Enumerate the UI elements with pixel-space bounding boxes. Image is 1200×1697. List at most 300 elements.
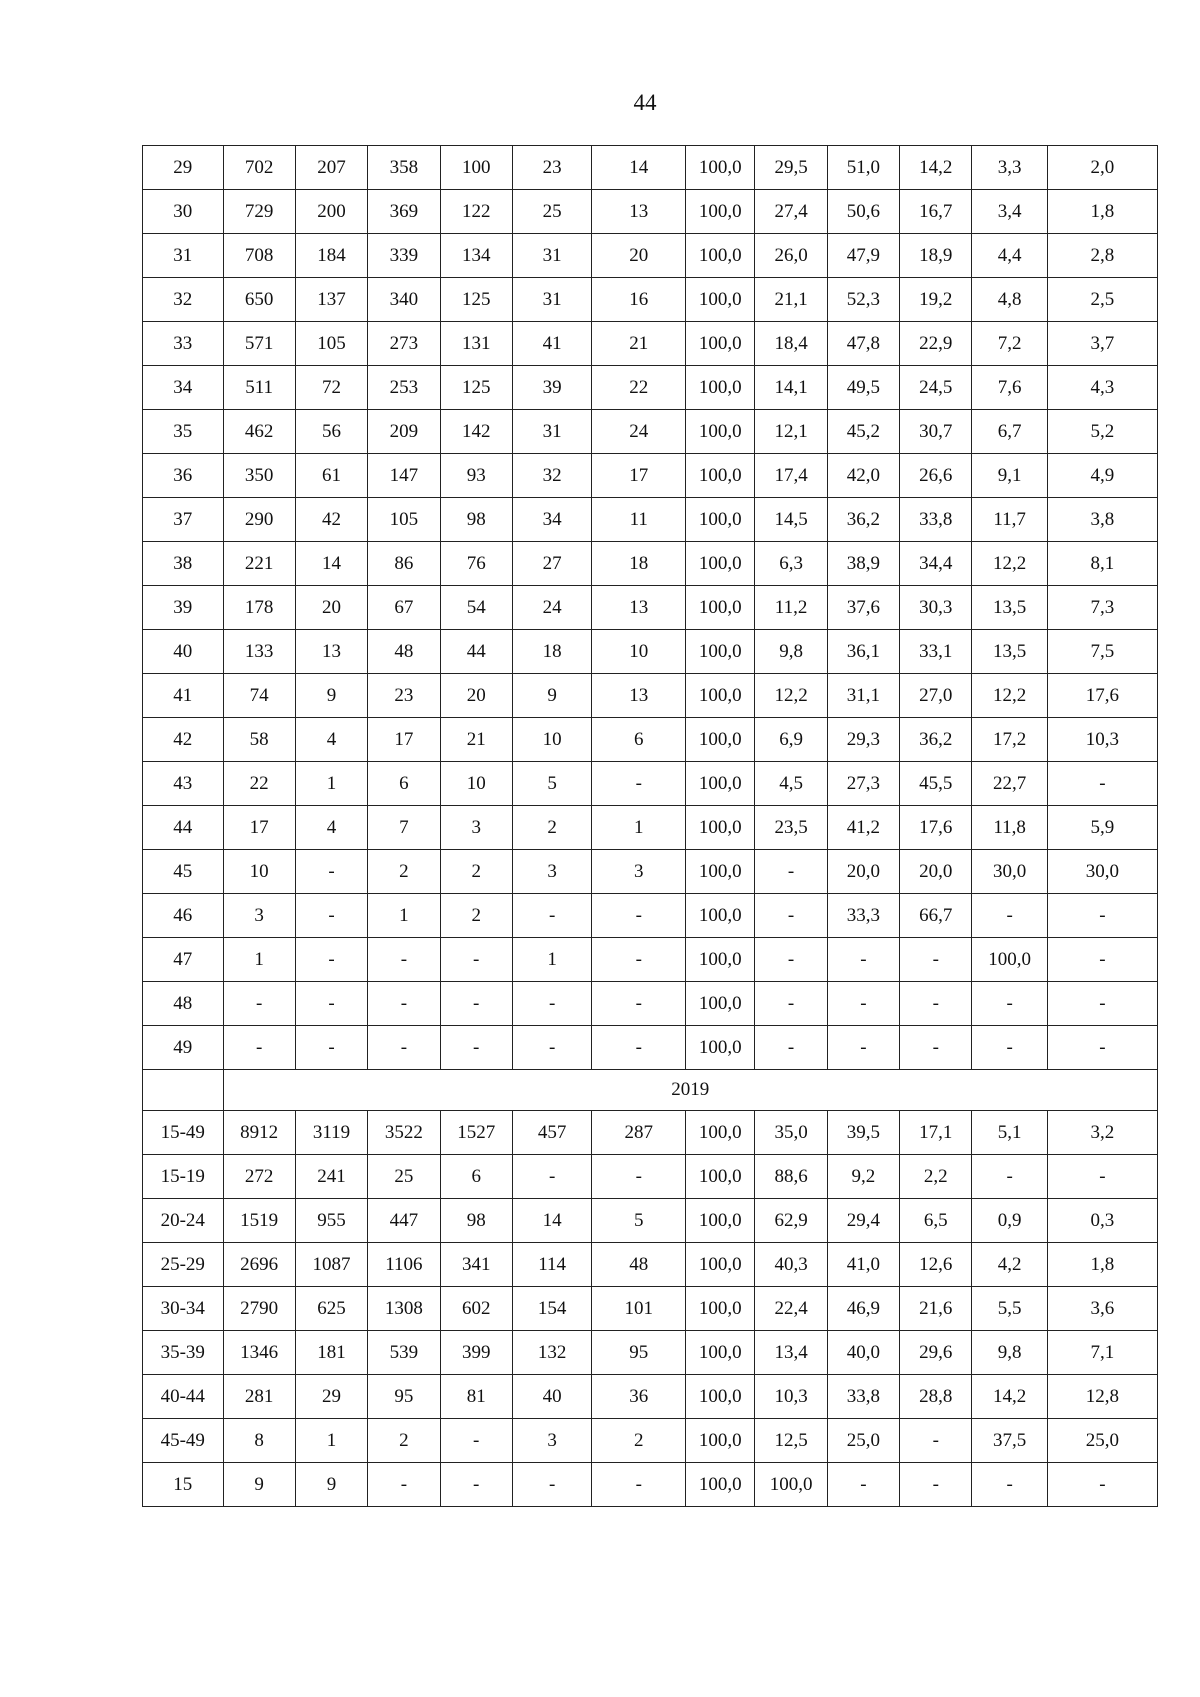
table-cell: 9: [512, 674, 591, 718]
table-cell: 14: [512, 1199, 591, 1243]
table-cell: 17: [592, 454, 686, 498]
table-cell: 3,6: [1047, 1287, 1157, 1331]
table-cell: -: [827, 1026, 899, 1070]
row-label-cell: 36: [143, 454, 224, 498]
table-cell: 86: [368, 542, 440, 586]
table-cell: 2: [440, 850, 512, 894]
table-cell: 9,8: [972, 1331, 1047, 1375]
table-cell: 12,5: [755, 1419, 827, 1463]
table-cell: 100,0: [686, 322, 755, 366]
table-cell: -: [755, 1026, 827, 1070]
table-cell: 4: [295, 718, 367, 762]
table-cell: 2696: [223, 1243, 295, 1287]
table-cell: 47,8: [827, 322, 899, 366]
table-cell: -: [512, 982, 591, 1026]
table-cell: 100,0: [686, 1419, 755, 1463]
table-cell: 36: [592, 1375, 686, 1419]
table-cell: 955: [295, 1199, 367, 1243]
table-row: [143, 1287, 1158, 1331]
table-cell: -: [592, 1026, 686, 1070]
table-cell: 51,0: [827, 146, 899, 190]
table-cell: 100,0: [686, 410, 755, 454]
table-cell: 36,1: [827, 630, 899, 674]
table-cell: 1519: [223, 1199, 295, 1243]
table-cell: 41: [512, 322, 591, 366]
table-cell: -: [1047, 894, 1157, 938]
table-cell: 17,2: [972, 718, 1047, 762]
table-cell: 100,0: [686, 806, 755, 850]
table-cell: 21: [592, 322, 686, 366]
table-cell: 30,3: [900, 586, 972, 630]
table-row: [143, 1026, 1158, 1070]
table-cell: -: [512, 894, 591, 938]
table-cell: 31: [512, 234, 591, 278]
table-cell: 30,0: [972, 850, 1047, 894]
table-cell: -: [368, 982, 440, 1026]
table-cell: 66,7: [900, 894, 972, 938]
table-cell: 13,5: [972, 630, 1047, 674]
table-cell: 2,8: [1047, 234, 1157, 278]
table-cell: 100,0: [686, 1199, 755, 1243]
table-cell: 3,2: [1047, 1111, 1157, 1155]
table-cell: 4,2: [972, 1243, 1047, 1287]
table-cell: 16: [592, 278, 686, 322]
table-cell: 8912: [223, 1111, 295, 1155]
table-cell: 7,5: [1047, 630, 1157, 674]
table-cell: 31: [512, 278, 591, 322]
table-cell: -: [440, 1419, 512, 1463]
table-cell: 72: [295, 366, 367, 410]
table-cell: 13: [592, 190, 686, 234]
table-cell: 25,0: [827, 1419, 899, 1463]
table-cell: -: [1047, 938, 1157, 982]
table-cell: 26,0: [755, 234, 827, 278]
table-cell: 100,0: [686, 1026, 755, 1070]
table-cell: 12,1: [755, 410, 827, 454]
table-cell: 100,0: [686, 190, 755, 234]
table-cell: -: [972, 1026, 1047, 1070]
table-cell: 30,7: [900, 410, 972, 454]
table-cell: 62,9: [755, 1199, 827, 1243]
table-cell: 12,2: [972, 542, 1047, 586]
table-cell: -: [592, 982, 686, 1026]
row-label-cell: 34: [143, 366, 224, 410]
table-cell: 3522: [368, 1111, 440, 1155]
row-label-cell: 30-34: [143, 1287, 224, 1331]
table-cell: 339: [368, 234, 440, 278]
table-cell: 134: [440, 234, 512, 278]
page-number: 44: [633, 90, 657, 115]
table-cell: 48: [368, 630, 440, 674]
table-row: [143, 366, 1158, 410]
table-cell: -: [592, 938, 686, 982]
table-cell: 40: [512, 1375, 591, 1419]
table-cell: 100,0: [686, 278, 755, 322]
table-cell: 12,6: [900, 1243, 972, 1287]
table-cell: 44: [440, 630, 512, 674]
table-cell: 3,7: [1047, 322, 1157, 366]
table-row: [143, 894, 1158, 938]
row-label-cell: 32: [143, 278, 224, 322]
table-cell: 100,0: [686, 1243, 755, 1287]
table-cell: -: [223, 1026, 295, 1070]
table-cell: 281: [223, 1375, 295, 1419]
table-cell: 207: [295, 146, 367, 190]
table-cell: 27,4: [755, 190, 827, 234]
table-row: [143, 586, 1158, 630]
table-cell: 708: [223, 234, 295, 278]
table-cell: 13,4: [755, 1331, 827, 1375]
table-cell: 9: [223, 1463, 295, 1507]
table-cell: 4,3: [1047, 366, 1157, 410]
table-cell: 1: [368, 894, 440, 938]
table-cell: 101: [592, 1287, 686, 1331]
table-cell: 33,3: [827, 894, 899, 938]
table-row: [143, 982, 1158, 1026]
table-cell: 1346: [223, 1331, 295, 1375]
table-cell: 36,2: [900, 718, 972, 762]
table-cell: 341: [440, 1243, 512, 1287]
table-cell: 29,3: [827, 718, 899, 762]
table-cell: 42: [295, 498, 367, 542]
table-cell: 12,2: [755, 674, 827, 718]
table-cell: 29,5: [755, 146, 827, 190]
table-cell: 24: [512, 586, 591, 630]
table-cell: 287: [592, 1111, 686, 1155]
table-cell: 18: [592, 542, 686, 586]
table-cell: 100,0: [686, 586, 755, 630]
row-label-cell: 41: [143, 674, 224, 718]
table-cell: -: [972, 1463, 1047, 1507]
table-cell: 2: [368, 1419, 440, 1463]
table-cell: 88,6: [755, 1155, 827, 1199]
table-cell: 100,0: [686, 454, 755, 498]
table-cell: 17: [223, 806, 295, 850]
table-cell: 447: [368, 1199, 440, 1243]
table-cell: 28,8: [900, 1375, 972, 1419]
row-label-cell: 46: [143, 894, 224, 938]
row-label-cell: 37: [143, 498, 224, 542]
table-cell: 20,0: [827, 850, 899, 894]
table-cell: 184: [295, 234, 367, 278]
table-row: [143, 762, 1158, 806]
table-cell: 54: [440, 586, 512, 630]
table-cell: 18,4: [755, 322, 827, 366]
table-cell: 20,0: [900, 850, 972, 894]
table-cell: 4,4: [972, 234, 1047, 278]
table-cell: 7,6: [972, 366, 1047, 410]
table-cell: 20: [440, 674, 512, 718]
table-cell: 100,0: [686, 674, 755, 718]
table-cell: 100,0: [686, 850, 755, 894]
table-row: [143, 718, 1158, 762]
table-cell: 100,0: [686, 1331, 755, 1375]
table-cell: -: [1047, 762, 1157, 806]
row-label-cell: 38: [143, 542, 224, 586]
table-row: [143, 1155, 1158, 1199]
table-cell: 105: [295, 322, 367, 366]
table-cell: 10,3: [755, 1375, 827, 1419]
table-cell: 122: [440, 190, 512, 234]
table-cell: 1: [295, 762, 367, 806]
table-cell: -: [1047, 1155, 1157, 1199]
table-cell: -: [295, 938, 367, 982]
table-cell: 350: [223, 454, 295, 498]
table-row: [143, 542, 1158, 586]
table-cell: 253: [368, 366, 440, 410]
year-label: 2019: [223, 1070, 1158, 1111]
table-cell: 14,2: [900, 146, 972, 190]
table-cell: 61: [295, 454, 367, 498]
table-cell: -: [900, 982, 972, 1026]
table-cell: 22,7: [972, 762, 1047, 806]
table-cell: 2,5: [1047, 278, 1157, 322]
table-cell: 3: [440, 806, 512, 850]
table-cell: 125: [440, 366, 512, 410]
table-cell: 74: [223, 674, 295, 718]
table-cell: 602: [440, 1287, 512, 1331]
table-row: [143, 410, 1158, 454]
table-cell: 56: [295, 410, 367, 454]
table-cell: 6,7: [972, 410, 1047, 454]
row-label-cell: 35: [143, 410, 224, 454]
row-label-cell: 40: [143, 630, 224, 674]
table-cell: -: [440, 1463, 512, 1507]
table-cell: 100,0: [755, 1463, 827, 1507]
table-cell: 241: [295, 1155, 367, 1199]
table-cell: 14,5: [755, 498, 827, 542]
table-cell: -: [972, 1155, 1047, 1199]
row-label-cell: 15-49: [143, 1111, 224, 1155]
table-cell: 6: [440, 1155, 512, 1199]
table-row: [143, 1419, 1158, 1463]
table-cell: 13: [295, 630, 367, 674]
table-cell: 22: [592, 366, 686, 410]
year-header-row: [143, 1070, 1158, 1111]
table-cell: 6: [592, 718, 686, 762]
table-row: [143, 1331, 1158, 1375]
row-label-cell: 33: [143, 322, 224, 366]
table-cell: 14: [592, 146, 686, 190]
table-cell: 4,5: [755, 762, 827, 806]
table-cell: 511: [223, 366, 295, 410]
table-cell: 2: [592, 1419, 686, 1463]
table-cell: 98: [440, 1199, 512, 1243]
table-cell: 221: [223, 542, 295, 586]
data-table: [142, 145, 1158, 1507]
table-cell: -: [592, 1155, 686, 1199]
table-cell: 10: [592, 630, 686, 674]
row-label-cell: 25-29: [143, 1243, 224, 1287]
table-cell: 290: [223, 498, 295, 542]
table-cell: 2: [512, 806, 591, 850]
table-cell: 2: [440, 894, 512, 938]
table-cell: 132: [512, 1331, 591, 1375]
table-cell: 0,9: [972, 1199, 1047, 1243]
table-row: [143, 1243, 1158, 1287]
table-cell: -: [827, 1463, 899, 1507]
table-cell: 100,0: [686, 1155, 755, 1199]
table-cell: -: [755, 894, 827, 938]
table-cell: 18,9: [900, 234, 972, 278]
table-cell: 26,6: [900, 454, 972, 498]
row-label-cell: 49: [143, 1026, 224, 1070]
table-cell: 21,1: [755, 278, 827, 322]
table-cell: 1106: [368, 1243, 440, 1287]
table-row: [143, 806, 1158, 850]
table-cell: 1: [512, 938, 591, 982]
table-cell: 7: [368, 806, 440, 850]
table-cell: 45,5: [900, 762, 972, 806]
table-cell: -: [512, 1463, 591, 1507]
table-cell: 76: [440, 542, 512, 586]
table-cell: 67: [368, 586, 440, 630]
table-cell: -: [827, 982, 899, 1026]
table-cell: -: [900, 1419, 972, 1463]
table-cell: 29,4: [827, 1199, 899, 1243]
row-label-cell: 45: [143, 850, 224, 894]
table-cell: 100,0: [686, 1287, 755, 1331]
table-cell: 100,0: [686, 542, 755, 586]
row-label-cell: 35-39: [143, 1331, 224, 1375]
table-cell: 5,9: [1047, 806, 1157, 850]
table-row: [143, 850, 1158, 894]
table-cell: 5: [592, 1199, 686, 1243]
table-cell: -: [295, 982, 367, 1026]
table-cell: -: [592, 894, 686, 938]
table-cell: 7,2: [972, 322, 1047, 366]
table-cell: 17: [368, 718, 440, 762]
table-cell: 14,2: [972, 1375, 1047, 1419]
table-cell: -: [512, 1155, 591, 1199]
table-cell: 2790: [223, 1287, 295, 1331]
table-cell: -: [223, 982, 295, 1026]
table-cell: 10: [512, 718, 591, 762]
table-cell: 2,2: [900, 1155, 972, 1199]
table-cell: 81: [440, 1375, 512, 1419]
table-cell: 33,8: [827, 1375, 899, 1419]
table-cell: 58: [223, 718, 295, 762]
table-cell: 49,5: [827, 366, 899, 410]
table-cell: 1527: [440, 1111, 512, 1155]
table-cell: -: [900, 938, 972, 982]
table-cell: 98: [440, 498, 512, 542]
table-cell: 47,9: [827, 234, 899, 278]
table-cell: 17,6: [1047, 674, 1157, 718]
table-cell: 4,8: [972, 278, 1047, 322]
table-cell: 34,4: [900, 542, 972, 586]
table-cell: 12,2: [972, 674, 1047, 718]
table-cell: 41,0: [827, 1243, 899, 1287]
table-cell: 9,2: [827, 1155, 899, 1199]
table-cell: 11,8: [972, 806, 1047, 850]
table-cell: 39: [512, 366, 591, 410]
table-cell: 25: [512, 190, 591, 234]
table-cell: 0,3: [1047, 1199, 1157, 1243]
table-cell: 3: [512, 1419, 591, 1463]
table-cell: 18: [512, 630, 591, 674]
table-cell: 340: [368, 278, 440, 322]
table-cell: -: [972, 894, 1047, 938]
table-cell: 100,0: [686, 894, 755, 938]
table-cell: 9,1: [972, 454, 1047, 498]
table-cell: 131: [440, 322, 512, 366]
table-cell: 100,0: [686, 718, 755, 762]
table-cell: 22,9: [900, 322, 972, 366]
table-cell: 45,2: [827, 410, 899, 454]
table-cell: 6,3: [755, 542, 827, 586]
row-label-cell: 45-49: [143, 1419, 224, 1463]
table-cell: -: [368, 1026, 440, 1070]
table-cell: 6,5: [900, 1199, 972, 1243]
table-cell: 100,0: [686, 1375, 755, 1419]
row-label-cell: 42: [143, 718, 224, 762]
empty-cell: [143, 1070, 224, 1111]
table-cell: 21,6: [900, 1287, 972, 1331]
table-cell: 32: [512, 454, 591, 498]
row-label-cell: 29: [143, 146, 224, 190]
table-cell: 1: [223, 938, 295, 982]
table-cell: 462: [223, 410, 295, 454]
table-cell: 13,5: [972, 586, 1047, 630]
table-cell: 3119: [295, 1111, 367, 1155]
table-cell: -: [295, 894, 367, 938]
table-cell: 21: [440, 718, 512, 762]
table-cell: 272: [223, 1155, 295, 1199]
row-label-cell: 30: [143, 190, 224, 234]
row-label-cell: 43: [143, 762, 224, 806]
table-cell: 29,6: [900, 1331, 972, 1375]
table-cell: 11,2: [755, 586, 827, 630]
table-cell: -: [295, 1026, 367, 1070]
table-cell: 7,3: [1047, 586, 1157, 630]
table-cell: 100,0: [686, 146, 755, 190]
table-row: [143, 938, 1158, 982]
table-cell: 181: [295, 1331, 367, 1375]
table-cell: 457: [512, 1111, 591, 1155]
table-cell: 17,1: [900, 1111, 972, 1155]
row-label-cell: 47: [143, 938, 224, 982]
table-cell: 31,1: [827, 674, 899, 718]
table-cell: 33,1: [900, 630, 972, 674]
table-cell: -: [1047, 982, 1157, 1026]
table-cell: 125: [440, 278, 512, 322]
table-cell: 2,0: [1047, 146, 1157, 190]
table-cell: 27: [512, 542, 591, 586]
table-row: [143, 1199, 1158, 1243]
table-cell: 37,5: [972, 1419, 1047, 1463]
table-cell: -: [512, 1026, 591, 1070]
table-cell: 27,0: [900, 674, 972, 718]
table-cell: 399: [440, 1331, 512, 1375]
table-cell: 100: [440, 146, 512, 190]
table-cell: -: [368, 1463, 440, 1507]
table-cell: 100,0: [686, 1463, 755, 1507]
table-body: [143, 146, 1158, 1507]
table-cell: 1308: [368, 1287, 440, 1331]
table-cell: -: [755, 982, 827, 1026]
table-cell: 6: [368, 762, 440, 806]
table-cell: 5: [512, 762, 591, 806]
table-cell: 142: [440, 410, 512, 454]
table-cell: 33,8: [900, 498, 972, 542]
table-cell: -: [755, 850, 827, 894]
table-cell: 3,4: [972, 190, 1047, 234]
table-cell: 19,2: [900, 278, 972, 322]
table-cell: 2: [368, 850, 440, 894]
table-cell: 14,1: [755, 366, 827, 410]
table-cell: 9,8: [755, 630, 827, 674]
